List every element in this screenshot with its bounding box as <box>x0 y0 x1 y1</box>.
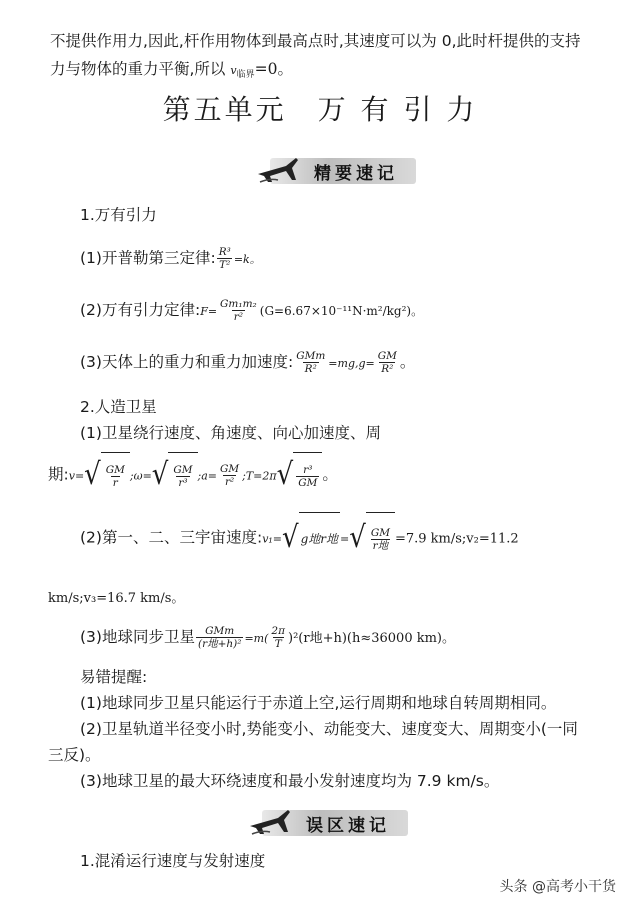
intro-line-2-end: =0。 <box>254 60 293 78</box>
v-lhs: v= <box>68 469 85 483</box>
gm-num: GM <box>370 527 390 539</box>
tip-2-line-2: 三反)。 <box>48 746 101 764</box>
weight-fraction-2 <box>376 350 399 375</box>
g-sqrt: √ g地r地 <box>282 512 340 564</box>
v-sqrt: √ $\frac{GM}{r}$ <box>84 452 130 498</box>
grav-constant: (G=6.67×10⁻¹¹N·m²/kg²)。 <box>259 304 424 318</box>
banner-label: 精要速记 <box>314 163 398 184</box>
unit-title: 第五单元 万 有 引 力 <box>162 93 478 126</box>
weight-den-1: R² <box>304 363 317 375</box>
grav-fraction <box>218 298 259 323</box>
a-lhs: ;a= <box>197 469 217 483</box>
airplane-icon <box>248 804 292 840</box>
a-fraction <box>218 463 241 488</box>
geo-label: (3)地球同步卫星 <box>80 628 195 646</box>
g-earth: g地r地 <box>299 512 340 564</box>
r-earth-den: r地 <box>372 540 389 552</box>
banner-label: 误区速记 <box>306 815 390 836</box>
gravitation-law <box>80 290 423 330</box>
v-fraction <box>104 464 127 489</box>
geo-end: )²(r地+h)(h≈36000 km)。 <box>288 631 456 646</box>
gravity-acceleration <box>80 342 415 382</box>
tip-1: (1)地球同步卫星只能运行于赤道上空,运行周期和地球自转周期相同。 <box>80 694 557 712</box>
v-symbol: v <box>230 64 237 77</box>
weight-mid: =mg,g= <box>328 357 375 370</box>
gm-fraction <box>369 527 392 552</box>
kepler-law <box>80 238 261 278</box>
t-num: r³ <box>303 464 313 476</box>
kepler-num: R³ <box>218 246 231 258</box>
gm-sqrt: √ $\frac{GM}{\text{r地}}$ <box>349 512 395 564</box>
cosmic-velocities <box>80 512 519 562</box>
cosmic-values: =7.9 km/s;v₂=11.2 <box>394 531 519 547</box>
tip-3: (3)地球卫星的最大环绕速度和最小发射速度均为 7.9 km/s。 <box>80 772 500 790</box>
v-subscript: 临界 <box>236 70 255 80</box>
t-end: 。 <box>322 465 338 484</box>
tips-heading: 易错提醒: <box>80 668 148 686</box>
heading-speed-confusion: 1.混淆运行速度与发射速度 <box>80 852 266 870</box>
heading-satellites: 2.人造卫星 <box>80 398 157 416</box>
weight-end: 。 <box>399 353 416 371</box>
cosmic-values-line-2: km/s;v₃=16.7 km/s。 <box>48 591 185 606</box>
intro-line-2 <box>50 58 293 86</box>
geo-den-2: T <box>274 638 282 650</box>
weight-num-1: GMm <box>296 350 326 362</box>
w-fraction <box>171 464 194 489</box>
w-den: r³ <box>178 477 188 489</box>
t-sqrt: √ $\frac{\text{r³}}{GM}$ <box>277 452 323 498</box>
kepler-den: T² <box>219 259 231 271</box>
eq-sign: = <box>340 532 350 546</box>
watermark: 头条 @高考小干货 <box>499 879 616 895</box>
weight-num-2: GM <box>377 350 397 362</box>
airplane-icon <box>256 152 300 188</box>
w-num: GM <box>173 464 193 476</box>
v1-lhs: v₁= <box>262 532 283 546</box>
weight-fraction-1 <box>294 350 327 375</box>
grav-lhs: F= <box>200 305 218 318</box>
geo-fraction <box>196 625 243 650</box>
section-banner-key-notes <box>270 154 416 188</box>
kepler-fraction <box>217 246 233 271</box>
intro-line-2-text: 力与物体的重力平衡,所以 <box>50 60 226 78</box>
t-lhs: ;T=2π <box>242 469 277 483</box>
w-sqrt: √ $\frac{GM}{\text{r³}}$ <box>152 452 198 498</box>
v-num: GM <box>105 464 125 476</box>
geo-den: (r地+h)² <box>197 638 242 650</box>
kepler-rhs: =k。 <box>233 253 261 266</box>
grav-den: r² <box>233 311 244 323</box>
v-den: r <box>112 477 118 489</box>
cosmic-label: (2)第一、二、三宇宙速度: <box>80 528 263 547</box>
t-fraction <box>296 464 319 489</box>
satellite-speed-label: (1)卫星绕行速度、角速度、向心加速度、周 <box>80 424 381 442</box>
t-den: GM <box>298 477 318 489</box>
section-banner-misconceptions <box>262 806 408 840</box>
w-lhs: ;ω= <box>129 469 152 483</box>
intro-line-1: 不提供作用力,因此,杆作用物体到最高点时,其速度可以为 0,此时杆提供的支持 <box>50 32 581 50</box>
grav-label: (2)万有引力定律: <box>80 301 201 319</box>
geo-num-2: 2π <box>271 625 285 637</box>
period-prefix: 期: <box>48 465 69 484</box>
geo-mid: =m( <box>244 632 269 645</box>
weight-den-2: R² <box>381 363 394 375</box>
weight-label: (3)天体上的重力和重力加速度: <box>80 353 294 371</box>
heading-gravitation: 1.万有引力 <box>80 206 157 224</box>
grav-num: Gm₁m₂ <box>220 298 257 310</box>
a-num: GM <box>220 462 240 475</box>
geo-satellite <box>80 614 455 660</box>
geo-num: GMm <box>205 625 235 637</box>
geo-fraction-2 <box>269 625 287 650</box>
a-den: r² <box>224 475 235 488</box>
tip-2-line-1: (2)卫星轨道半径变小时,势能变小、动能变大、速度变大、周期变小(一同 <box>80 720 578 738</box>
kepler-label: (1)开普勒第三定律: <box>80 249 216 267</box>
satellite-formulas <box>48 452 338 496</box>
